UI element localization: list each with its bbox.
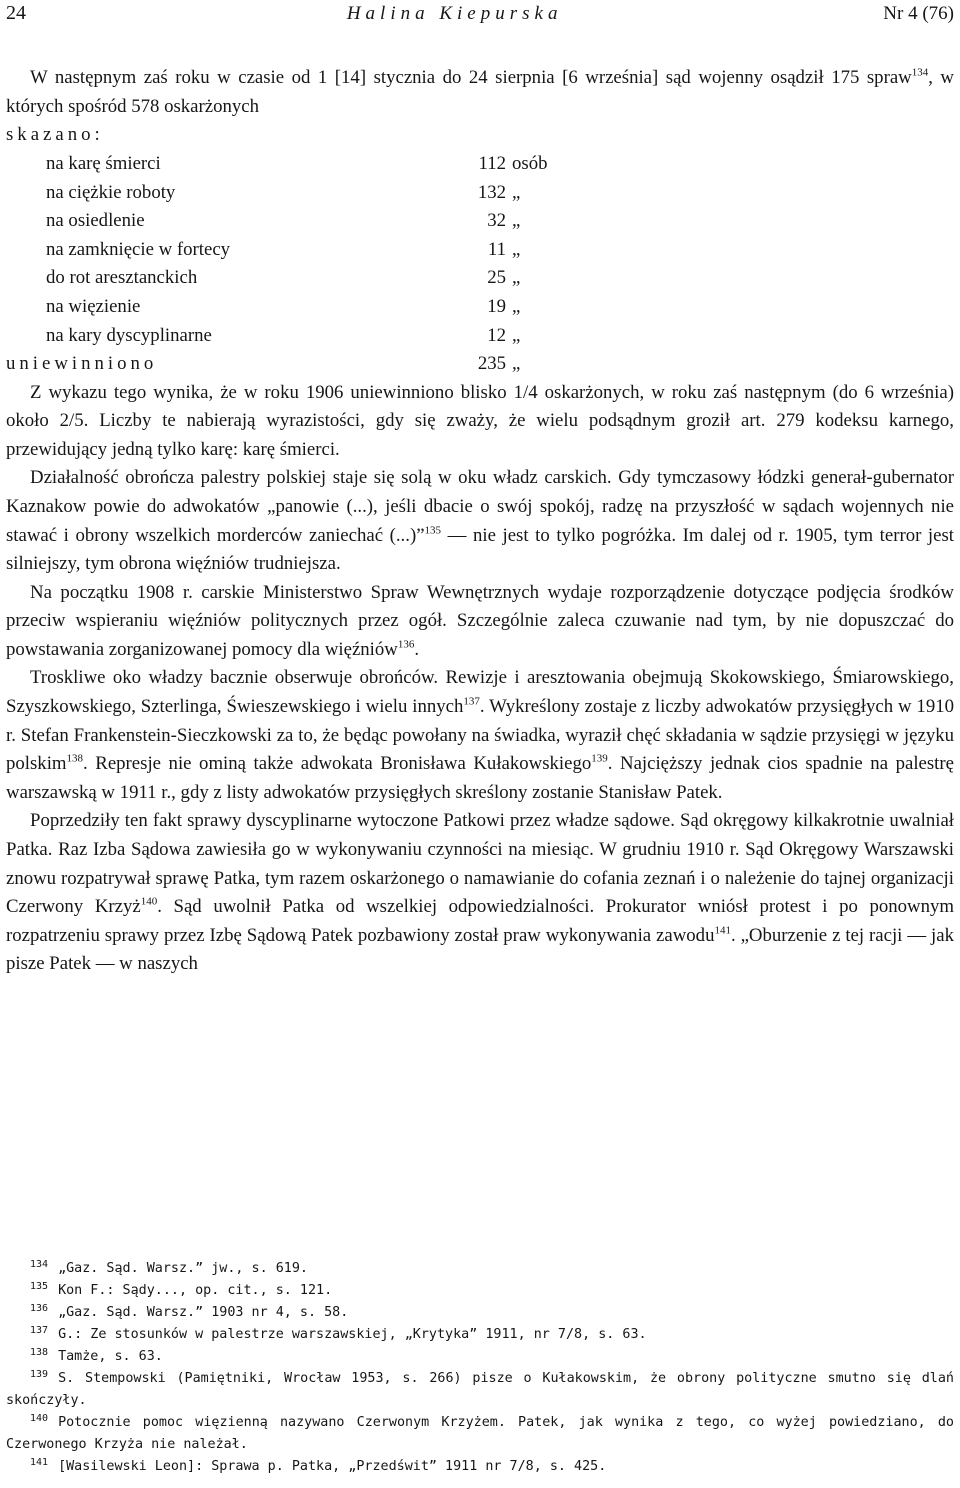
paragraph-4: [6, 664, 954, 807]
footnote-text: [Wasilewski Leon]: Sprawa p. Patka, „Przedświt” 1911 nr 7/8, s. 425.: [58, 1459, 607, 1474]
sentence-unit: „: [512, 353, 521, 375]
sentence-label: na kary dyscyplinarne: [46, 324, 212, 346]
footnote-text: G.: Ze stosunków w palestrze warszawskiej, „Krytyka” 1911, nr 7/8, s. 63.: [58, 1327, 647, 1342]
running-header: [6, 2, 954, 28]
paragraph-1: Z wykazu tego wynika, że w roku 1906 uniewinniono blisko 1/4 oskarżonych, w roku zaś następnym (do 6 września) około 2/5. Liczby te nabierają wyrazistości, gdy się zważy, że wielu podsądnym groził art. 279 kodeksu karnego, przewidujący jedną tylko karę: karę śmierci.: [6, 381, 954, 460]
sentence-label: na ciężkie roboty: [46, 181, 176, 203]
paragraph-5-text-c: . „Oburzenie z tej racji — jak pisze Patek — w naszych: [6, 924, 954, 975]
footnotes: [6, 1258, 954, 1478]
sentence-count: 19: [487, 296, 506, 318]
footnote-number: 137: [30, 1324, 49, 1336]
sentence-unit: „: [512, 324, 521, 346]
footnote-number: 139: [30, 1368, 49, 1380]
footnote-140: [6, 1412, 954, 1456]
paragraph-2-text-a: Działalność obrończa palestry polskiej staje się solą w oku władz carskich. Gdy tymczasowy łódzki generał-gubernator Kaznakow powie do adwokatów „panowie (...), jeśli dbacie o swój spokój, radzę na przyszłość w sądach wojennych nie stawać i obrony wszelkich morderców zaniechać (...)”: [6, 467, 954, 546]
main-text: [6, 64, 954, 979]
footnote-137: [6, 1324, 954, 1346]
footnote-ref-140[interactable]: 140: [140, 895, 158, 908]
footnote-139: [6, 1368, 954, 1412]
paragraph-3-text-b: .: [414, 638, 420, 660]
sentence-row: [6, 150, 954, 179]
footnote-number: 141: [30, 1456, 49, 1468]
footnote-text: S. Stempowski (Pamiętniki, Wrocław 1953, s. 266) pisze o Kułakowskim, że obrony polityczne smutno się dlań skończyły.: [6, 1371, 954, 1408]
footnote-134: [6, 1258, 954, 1280]
sentence-count: 11: [487, 238, 506, 260]
footnote-text: „Gaz. Sąd. Warsz.” jw., s. 619.: [58, 1261, 308, 1276]
paragraph-3-text-a: Na początku 1908 r. carskie Ministerstwo Spraw Wewnętrznych wydaje rozporządzenie dotyczące podjęcia środków przeciw wspieraniu więźniów politycznych przez ogół. Szczególnie zaleca czuwanie nad tym, by nie dopuszczać do powstawania zorganizowanej pomocy dla więźniów: [6, 581, 954, 660]
footnote-number: 138: [30, 1346, 49, 1358]
footnote-text: „Gaz. Sąd. Warsz.” 1903 nr 4, s. 58.: [58, 1305, 349, 1320]
paragraph-2: [6, 464, 954, 578]
footnote-text: Kon F.: Sądy..., op. cit., s. 121.: [58, 1283, 333, 1298]
paragraph-5-text-b: . Sąd uwolnił Patka od wszelkiej odpowiedzialności. Prokurator wniósł protest i po ponownym rozpatrzeniu sprawy przez Izbę Sądową Patek pozbawiony został praw wykonywania zawodu: [6, 896, 954, 946]
footnote-ref-137[interactable]: 137: [463, 695, 480, 708]
paragraph-4-text-c: . Represje nie ominą także adwokata Bronisława Kułakowskiego: [83, 753, 592, 775]
footnote-135: [6, 1280, 954, 1302]
sentence-row: [6, 350, 954, 379]
sentence-label: na zamknięcie w fortecy: [46, 238, 231, 260]
page-number: 24: [6, 2, 26, 24]
sentence-row: [6, 207, 954, 236]
sentence-row: [6, 293, 954, 322]
sentence-count: 235: [477, 353, 506, 375]
footnote-number: 136: [30, 1302, 49, 1314]
sentence-unit: „: [512, 267, 521, 289]
sentence-label: na karę śmierci: [46, 153, 161, 175]
sentence-unit: osób: [512, 153, 548, 175]
sentence-unit: „: [512, 210, 521, 232]
paragraph-2-text-b: — nie jest to tylko pogróżka. Im dalej od r. 1905, tym terror jest silniejszy, tym obrona więźniów trudniejsza.: [6, 524, 955, 575]
issue-number: Nr 4 (76): [883, 3, 954, 24]
paragraph-4-text-d: . Najcięższy jednak cios spadnie na palestrę warszawską w 1911 r., gdy z listy adwokatów przysięgłych skreślony zostanie Stanisław Patek.: [6, 753, 954, 803]
intro-text-2: , w których spośród 578 oskarżonych: [6, 67, 954, 117]
sentence-row: [6, 264, 954, 293]
footnote-text: Tamże, s. 63.: [58, 1349, 163, 1364]
footnote-138: [6, 1346, 954, 1368]
footnote-ref-134[interactable]: 134: [911, 66, 929, 79]
skazano-label: skazano:: [6, 124, 104, 146]
sentence-count: 112: [478, 153, 506, 175]
sentence-label: do rot aresztanckich: [46, 267, 198, 289]
sentence-unit: „: [512, 181, 521, 203]
footnote-number: 134: [30, 1258, 49, 1270]
paragraph-4-text-b: . Wykreślony zostaje z liczby adwokatów przysięgłych w 1910 r. Stefan Frankenstein-Sieczkowski za to, że będąc powołany na świadka, wyraził chęć składania w sądzie przysięgi w języku polskim: [6, 696, 954, 775]
sentence-count: 12: [487, 324, 506, 346]
intro-text-1: W następnym zaś roku w czasie od 1 [14] stycznia do 24 sierpnia [6 września] sąd wojenny osądził 175 spraw: [30, 67, 912, 88]
sentence-row: [6, 178, 954, 207]
paragraph-5: [6, 807, 954, 979]
paragraph-5-text-a: Poprzedziły ten fakt sprawy dyscyplinarne wytoczone Patkowi przez władze sądowe. Sąd okręgowy kilkakrotnie uwalniał Patka. Raz Izba Sądowa zawiesiła go w wykonywaniu czynności na miesiąc. W grudniu 1910 r. Sąd Okręgowy Warszawski znowu rozpatrywał sprawę Patka, tym razem oskarżonego o namawianie do cofania zeznań i o należenie do tajnej organizacji Czerwony Krzyż: [6, 810, 954, 918]
footnote-141: [6, 1456, 954, 1478]
sentence-label: na więzienie: [46, 296, 141, 318]
sentence-count: 132: [477, 181, 506, 203]
sentence-label: uniewinniono: [6, 353, 158, 375]
sentences-table: [6, 150, 954, 379]
sentence-unit: „: [512, 296, 521, 318]
sentence-label: na osiedlenie: [46, 210, 145, 232]
running-title: Halina Kiepurska: [346, 3, 563, 24]
footnote-text: Potocznie pomoc więzienną nazywano Czerwonym Krzyżem. Patek, jak wynika z tego, co wyżej powiedziano, do Czerwonego Krzyża nie należał.: [6, 1415, 954, 1452]
footnote-number: 140: [30, 1412, 49, 1424]
footnote-ref-141[interactable]: 141: [714, 924, 731, 937]
sentence-row: [6, 321, 954, 350]
paragraph-4-text-a: Troskliwe oko władzy bacznie obserwuje obrońców. Rewizje i aresztowania obejmują Skokowskiego, Śmiarowskiego, Szyszkowskiego, Szterlinga, Świeszewskiego i wielu innych: [6, 667, 954, 718]
footnote-ref-138[interactable]: 138: [66, 752, 84, 765]
paragraph-3: [6, 579, 954, 665]
sentence-count: 25: [487, 267, 506, 289]
footnote-number: 135: [30, 1280, 49, 1292]
footnote-ref-139[interactable]: 139: [591, 752, 608, 765]
footnote-ref-135[interactable]: 135: [424, 524, 442, 537]
footnote-ref-136[interactable]: 136: [397, 638, 415, 651]
sentence-unit: „: [512, 238, 521, 260]
sentence-row: [6, 236, 954, 265]
footnote-136: [6, 1302, 954, 1324]
sentence-count: 32: [487, 210, 506, 232]
intro-paragraph: [6, 64, 954, 121]
